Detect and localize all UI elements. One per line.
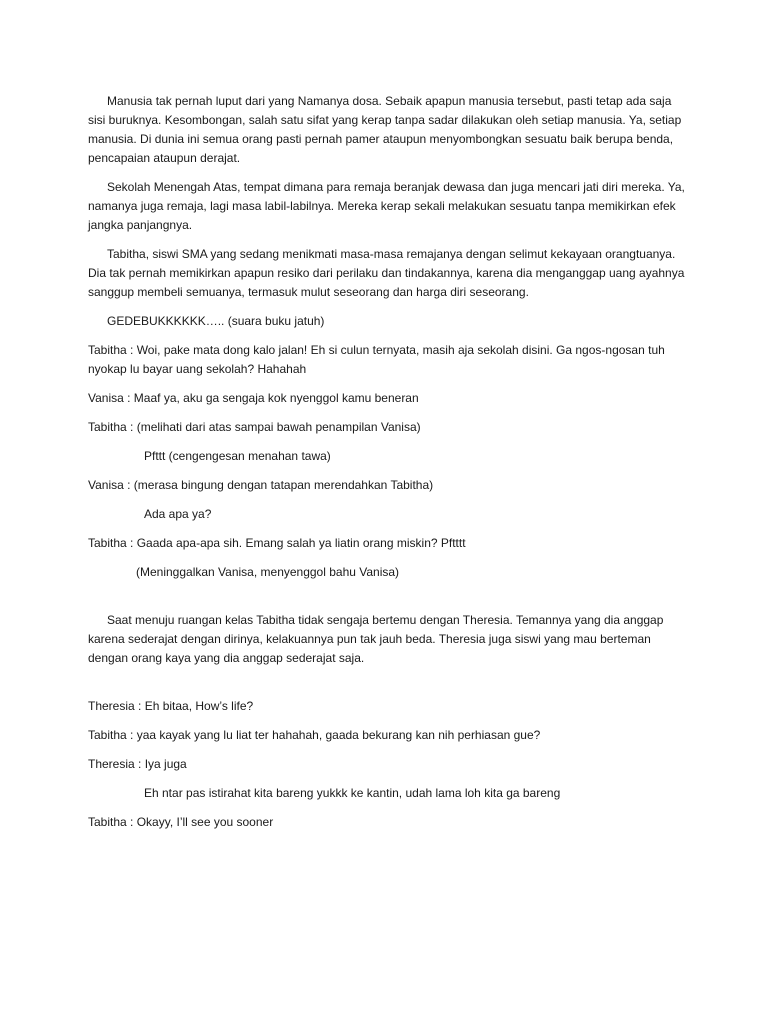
paragraph-theresia: Saat menuju ruangan kelas Tabitha tidak sengaja bertemu dengan Theresia. Temannya yang dia anggap karena sederajat dengan dirinya, kelakuannya pun tak jauh beda. Theresia juga siswi yang mau berteman dengan orang kaya yang dia anggap sederajat saja.	[88, 613, 664, 665]
dialogue-line: Theresia : Eh bitaa, How’s life?	[88, 699, 254, 713]
paragraph-intro: Manusia tak pernah luput dari yang Namanya dosa. Sebaik apapun manusia tersebut, pasti tetap ada saja sisi buruknya. Kesombongan, salah satu sifat yang kerap tanpa sadar dilakukan oleh setiap manusia. Ya, setiap manusia. Di dunia ini semua orang pasti pernah pamer ataupun menyombongkan sesuatu baik berupa benda, pencapaian ataupun derajat.	[88, 94, 682, 165]
dialogue-line: Theresia : Iya juga	[88, 757, 187, 771]
paragraph-tabitha: Tabitha, siswi SMA yang sedang menikmati masa-masa remajanya dengan selimut kekayaan orangtuanya. Dia tak pernah memikirkan apapun resiko dari perilaku dan tindakannya, karena dia menganggap uang ayahnya sanggup membeli semuanya, termasuk mulut seseorang dan harga diri seseorang.	[88, 247, 685, 299]
dialogue-continuation: Ada apa ya?	[144, 507, 212, 521]
spacer	[88, 592, 688, 611]
dialogue-line: Tabitha : yaa kayak yang lu liat ter hahahah, gaada bekurang kan nih perhiasan gue?	[88, 728, 541, 742]
spacer	[88, 678, 688, 697]
dialogue-continuation: Eh ntar pas istirahat kita bareng yukkk ke kantin, udah lama loh kita ga bareng	[144, 786, 561, 800]
dialogue-continuation: Pfttt (cengengesan menahan tawa)	[144, 449, 331, 463]
sound-effect-line: GEDEBUKKKKKK….. (suara buku jatuh)	[107, 314, 325, 328]
dialogue-line: Vanisa : Maaf ya, aku ga sengaja kok nyenggol kamu beneran	[88, 391, 419, 405]
dialogue-line: Tabitha : Gaada apa-apa sih. Emang salah ya liatin orang miskin? Pftttt	[88, 536, 466, 550]
dialogue-line: Vanisa : (merasa bingung dengan tatapan merendahkan Tabitha)	[88, 478, 434, 492]
dialogue-line: Tabitha : Okayy, I’ll see you sooner	[88, 815, 274, 829]
document-body	[88, 92, 688, 842]
dialogue-line: Tabitha : (melihati dari atas sampai bawah penampilan Vanisa)	[88, 420, 421, 434]
dialogue-line: Tabitha : Woi, pake mata dong kalo jalan! Eh si culun ternyata, masih aja sekolah disini. Ga ngos-ngosan tuh nyokap lu bayar uang sekolah? Hahahah	[88, 343, 665, 376]
stage-direction: (Meninggalkan Vanisa, menyenggol bahu Vanisa)	[136, 565, 400, 579]
paragraph-school: Sekolah Menengah Atas, tempat dimana para remaja beranjak dewasa dan juga mencari jati diri mereka. Ya, namanya juga remaja, lagi masa labil-labilnya. Mereka kerap sekali melakukan sesuatu tanpa memikirkan efek jangka panjangnya.	[88, 180, 685, 232]
